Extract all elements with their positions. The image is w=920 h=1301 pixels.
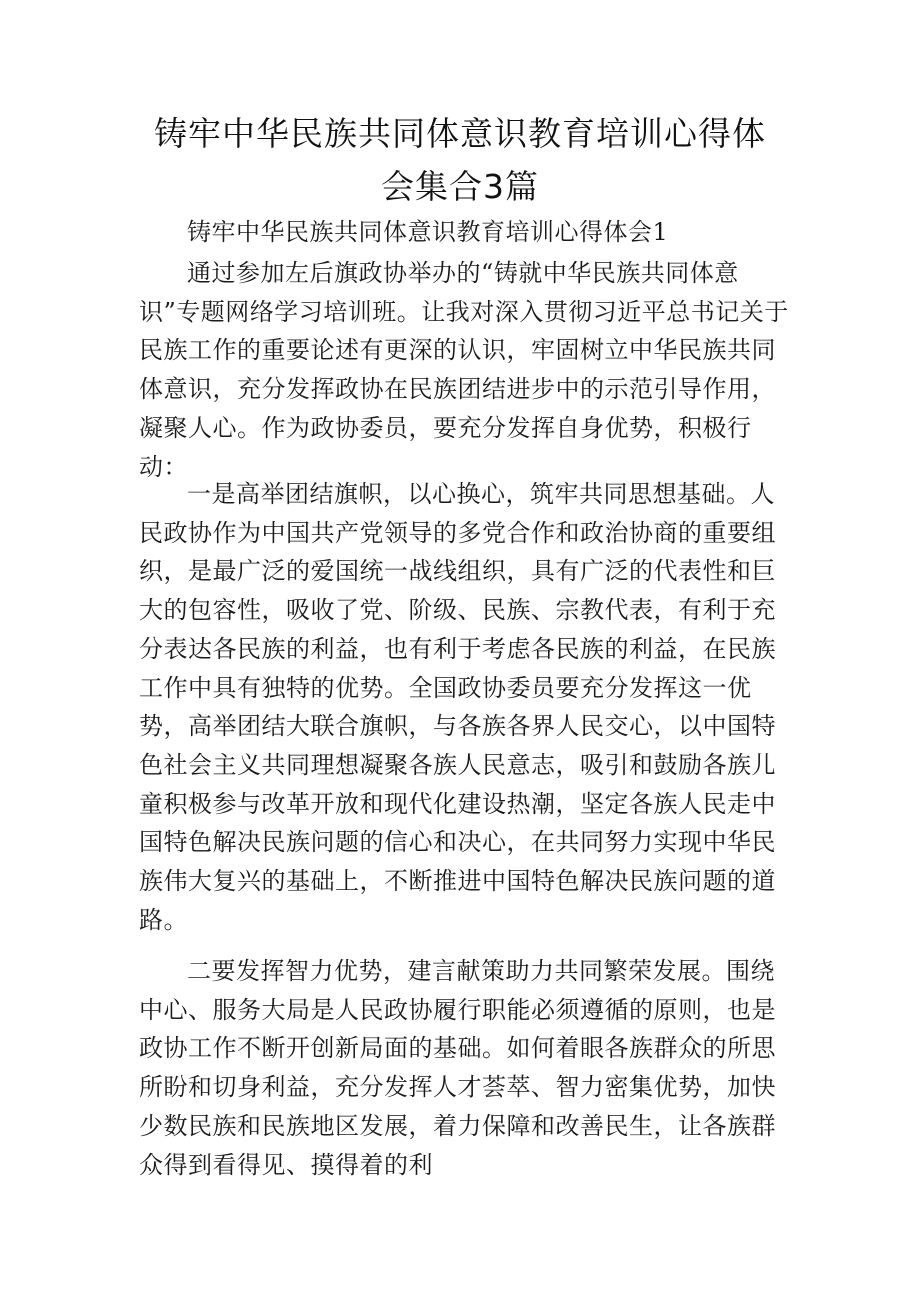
paragraph-2: 一是高举团结旗帜，以心换心，筑牢共同思想基础。人民政协作为中国共产党领导的多党合作和政治协商的重要组织，是最广泛的爱国统一战线组织，具有广泛的代表性和巨大的包容性，吸收了党、阶级、民族、宗教代表，有利于充分表达各民族的利益，也有利于考虑各民族的利益，在民族工作中具有独特的优势。全国政协委员要充分发挥这一优势，高举团结大联合旗帜，与各族各界人民交心，以中国特色社会主义共同理想凝聚各族人民意志，吸引和鼓励各族儿童积极参与改革开放和现代化建设热潮，坚定各族人民走中国特色解决民族问题的信心和决心，在共同努力实现中华民族伟大复兴的基础上，不断推进中国特色解决民族问题的道路。 — [139, 480, 776, 934]
document-title-line-1: 铸牢中华民族共同体意识教育培训心得体 — [154, 114, 766, 153]
paragraph-3: 二要发挥智力优势，建言献策助力共同繁荣发展。围绕中心、服务大局是人民政协履行职能必须遵循的原则，也是政协工作不断开创新局面的基础。如何着眼各族群众的所思所盼和切身利益，充分发挥人才荟萃、智力密集优势，加快少数民族和民族地区发展，着力保障和改善民生，让各族群众得到看得见、摸得着的利 — [139, 957, 776, 1179]
section-heading: 铸牢中华民族共同体意识教育培训心得体会1 — [187, 218, 669, 246]
document-title-line-2: 会集合3篇 — [381, 167, 539, 206]
paragraph-1: 通过参加左后旗政协举办的“铸就中华民族共同体意识”专题网络学习培训班。让我对深入贯彻习近平总书记关于民族工作的重要论述有更深的认识，牢固树立中华民族共同体意识，充分发挥政协在民族团结进步中的示范引导作用，凝聚人心。作为政协委员，要充分发挥自身优势，积极行动： — [139, 259, 789, 481]
